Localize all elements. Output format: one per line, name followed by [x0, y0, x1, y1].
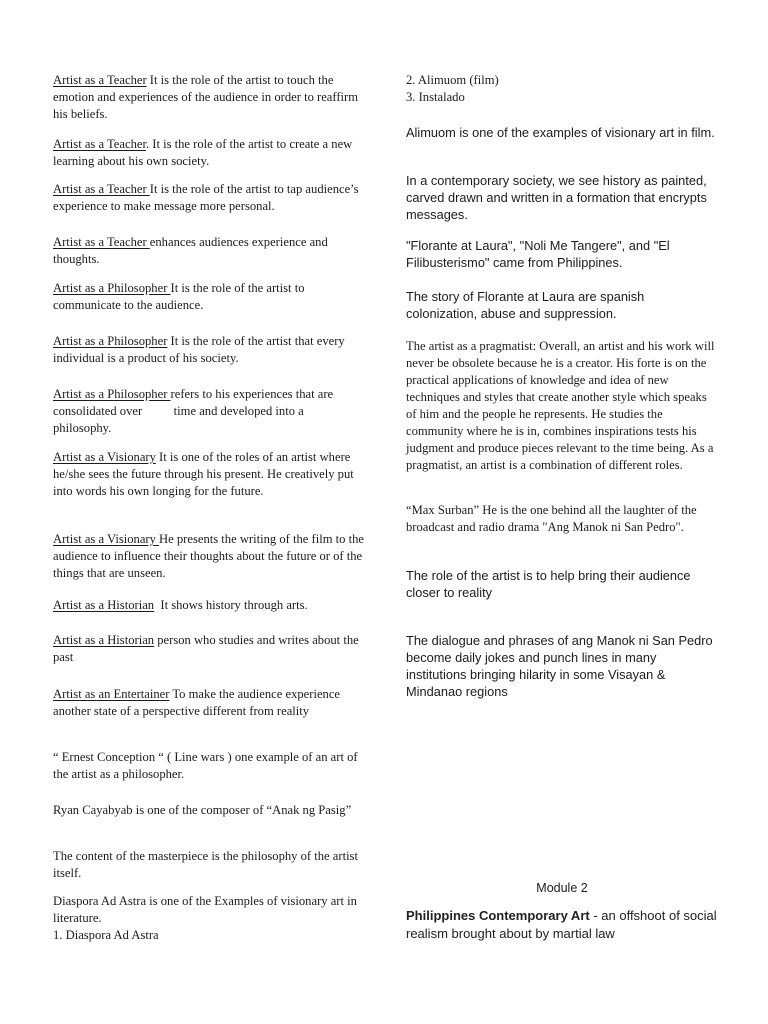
paragraph: Alimuom is one of the examples of visionary art in film. [406, 125, 715, 140]
module-term: Philippines Contemporary Art [406, 908, 590, 923]
term: Artist as a Historian [53, 633, 155, 647]
paragraph: Artist as a Philosopher It is the role of the artist that every individual is a product of his society. [53, 334, 345, 365]
paragraph: Diaspora Ad Astra is one of the Examples of visionary art in literature. 1. Diaspora Ad Astra [53, 894, 357, 942]
paragraph: Artist as a Teacher It is the role of the artist to touch the emotion and experiences of the audience in order to reaffirm his beliefs. [53, 73, 359, 121]
paragraph: Artist as a Teacher enhances audiences experience and thoughts. [53, 235, 328, 266]
term: Artist as a Teacher [53, 73, 147, 87]
paragraph: Artist as an Entertainer To make the audience experience another state of a perspective different from reality [53, 687, 341, 718]
paragraph: Artist as a Philosopher It is the role of the artist to communicate to the audience. [53, 281, 305, 312]
term: Artist as a Teacher [53, 137, 146, 151]
term: Artist as a Visionary [53, 450, 156, 464]
paragraph: “ Ernest Conception “ ( Line wars ) one example of an art of the artist as a philosopher. [53, 750, 358, 781]
paragraph: The role of the artist is to help bring their audience closer to reality [406, 568, 691, 600]
module-definition: Philippines Contemporary Art - an offshoot of social realism brought about by martial law [406, 908, 717, 941]
term: Artist as a Visionary [53, 532, 160, 546]
paragraph: "Florante at Laura", "Noli Me Tangere", and "El Filibusterismo" came from Philippines. [406, 238, 670, 270]
paragraph: Artist as a Philosopher refers to his experiences that are consolidated over time and developed into a philosophy. [53, 387, 337, 435]
paragraph: The artist as a pragmatist: Overall, an artist and his work will never be obsolete because he is a creator. His forte is on the practical applications of knowledge and idea of new techniques and styles that create another style which speaks of him and the people he represents. He studies the community where he is in, combines inspirations tests his judgment and produce pieces relevant to the time being. As a pragmatist, an artist is a combination of different roles. [406, 339, 715, 472]
paragraph: “Max Surban” He is the one behind all the laughter of the broadcast and radio drama "Ang Manok ni San Pedro". [406, 503, 697, 534]
term: Artist as an Entertainer [53, 687, 170, 701]
paragraph: Artist as a Teacher It is the role of the artist to tap audience’s experience to make message more personal. [53, 182, 359, 213]
paragraph: The content of the masterpiece is the philosophy of the artist itself. [53, 849, 358, 880]
term: Artist as a Teacher [53, 182, 150, 196]
paragraph: The dialogue and phrases of ang Manok ni San Pedro become daily jokes and punch lines in many institutions bringing hilarity in some Visayan & Mindanao regions [406, 633, 713, 699]
list-item: 2. Alimuom (film) [406, 73, 499, 87]
paragraph: Artist as a Historian person who studies and writes about the past [53, 633, 359, 664]
paragraph: Ryan Cayabyab is one of the composer of “Anak ng Pasig” [53, 803, 352, 817]
paragraph: The story of Florante at Laura are spanish colonization, abuse and suppression. [406, 289, 645, 321]
paragraph: In a contemporary society, we see history as painted, carved drawn and written in a formation that encrypts messages. [406, 173, 707, 222]
paragraph: Artist as a Teacher. It is the role of the artist to create a new learning about his own society. [53, 137, 353, 168]
term: Artist as a Philosopher [53, 334, 168, 348]
paragraph: Artist as a Visionary It is one of the roles of an artist where he/she sees the future through his present. He creatively put into words his own longing for the future. [53, 450, 354, 498]
module-heading: Module 2 [536, 881, 588, 895]
list-item: 3. Instalado [406, 90, 465, 104]
paragraph: Artist as a Historian It shows history through arts. [53, 598, 308, 612]
term: Artist as a Teacher [53, 235, 150, 249]
term: Artist as a Philosopher [53, 281, 171, 295]
term: Artist as a Philosopher [53, 387, 171, 401]
paragraph: Artist as a Visionary He presents the writing of the film to the audience to influence their thoughts about the future or of the things that are unseen. [53, 532, 364, 580]
term: Artist as a Historian [53, 598, 155, 612]
